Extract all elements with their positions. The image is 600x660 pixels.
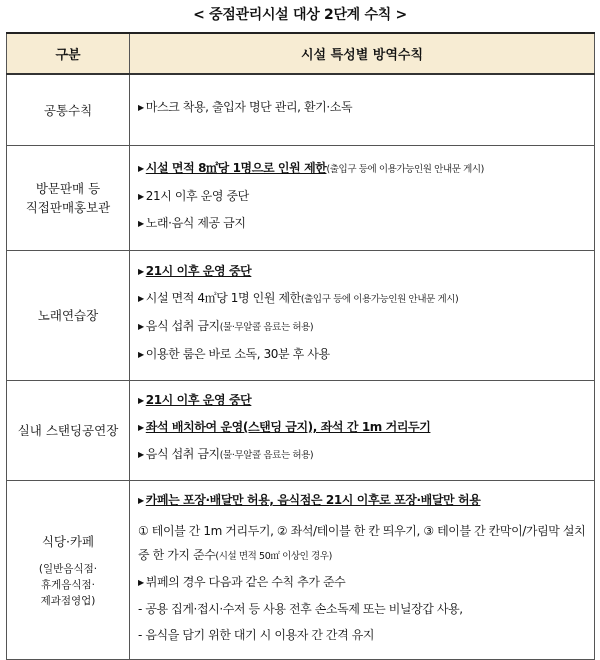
- table-header-row: [7, 33, 595, 74]
- category-restaurant-cafe: 식당·카페 (일반음식점· 휴게음식점· 제과점영업): [7, 481, 130, 660]
- arrow-bullet-icon: ▶: [138, 267, 144, 276]
- rules-common: [130, 74, 595, 146]
- category-standing-venue: 실내 스탠딩공연장: [7, 381, 130, 481]
- rule-item: ▶ 이용한 룸은 바로 소독, 30분 후 사용: [138, 347, 330, 361]
- table-row: [7, 146, 595, 251]
- rule-item: ▶ 시설 면적 8㎡당 1명으로 인원 제한(출입구 등에 이용가능인원 안내문 게시): [138, 160, 484, 175]
- table-row: [7, 481, 595, 660]
- table-row: [7, 381, 595, 481]
- rule-item: - 공용 집게·접시·수저 등 사용 전후 손소독제 또는 비닐장갑 사용,: [138, 602, 463, 616]
- arrow-bullet-icon: ▶: [138, 191, 144, 201]
- rule-item: ▶ 좌석 배치하여 운영(스탠딩 금지), 좌석 간 1m 거리두기: [138, 420, 431, 434]
- header-rules: 시설 특성별 방역수칙: [130, 33, 595, 74]
- arrow-bullet-icon: ▶: [138, 322, 144, 331]
- arrow-bullet-icon: ▶: [138, 163, 144, 173]
- rule-item: - 음식을 담기 위한 대기 시 이용자 간 간격 유지: [138, 628, 375, 642]
- page-title: < 중점관리시설 대상 2단계 수칙 >: [193, 7, 407, 23]
- arrow-bullet-icon: ▶: [138, 396, 144, 405]
- arrow-bullet-icon: ▶: [138, 423, 144, 432]
- arrow-bullet-icon: ▶: [138, 103, 144, 112]
- rule-item: ▶ 음식 섭취 금지(물·무알콜 음료는 허용): [138, 319, 314, 333]
- arrow-bullet-icon: ▶: [138, 350, 144, 359]
- table-row: [7, 251, 595, 381]
- rules-restaurant-cafe: [130, 481, 595, 660]
- rules-standing-venue: [130, 381, 595, 481]
- rules-karaoke: [130, 251, 595, 381]
- rule-item: ▶ 노래·음식 제공 금지: [138, 215, 246, 230]
- rules-table: [6, 32, 595, 660]
- category-karaoke: 노래연습장: [7, 251, 130, 381]
- rule-item: ▶ 시설 면적 4㎡당 1명 인원 제한(출입구 등에 이용가능인원 안내문 게시): [138, 291, 459, 305]
- arrow-bullet-icon: ▶: [138, 496, 144, 505]
- category-direct-sales: 방문판매 등 직접판매홍보관: [7, 146, 130, 251]
- rule-item: ▶ 21시 이후 운영 중단: [138, 264, 252, 278]
- rule-item: ① 테이블 간 1m 거리두기, ② 좌석/테이블 한 칸 띄우기, ③ 테이블 간 칸막이/가림막 설치 중 한 가지 준수(시설 면적 50㎡ 이상인 경우): [138, 524, 586, 562]
- table-row: [7, 74, 595, 146]
- rule-item: ▶ 카페는 포장·배달만 허용, 음식점은 21시 이후로 포장·배달만 허용: [138, 493, 481, 507]
- arrow-bullet-icon: ▶: [138, 578, 144, 587]
- category-common: 공통수칙: [7, 74, 130, 146]
- header-category: 구분: [7, 33, 130, 74]
- rule-item: ▶ 21시 이후 운영 중단: [138, 188, 249, 203]
- rules-direct-sales: [130, 146, 595, 251]
- arrow-bullet-icon: ▶: [138, 218, 144, 228]
- rule-item: ▶ 마스크 착용, 출입자 명단 관리, 환기·소독: [138, 100, 353, 114]
- rule-item: ▶ 21시 이후 운영 중단: [138, 393, 252, 407]
- rule-item: ▶ 음식 섭취 금지(물·무알콜 음료는 허용): [138, 447, 314, 461]
- rule-item: ▶ 뷔페의 경우 다음과 같은 수칙 추가 준수: [138, 575, 346, 589]
- arrow-bullet-icon: ▶: [138, 450, 144, 459]
- arrow-bullet-icon: ▶: [138, 294, 144, 303]
